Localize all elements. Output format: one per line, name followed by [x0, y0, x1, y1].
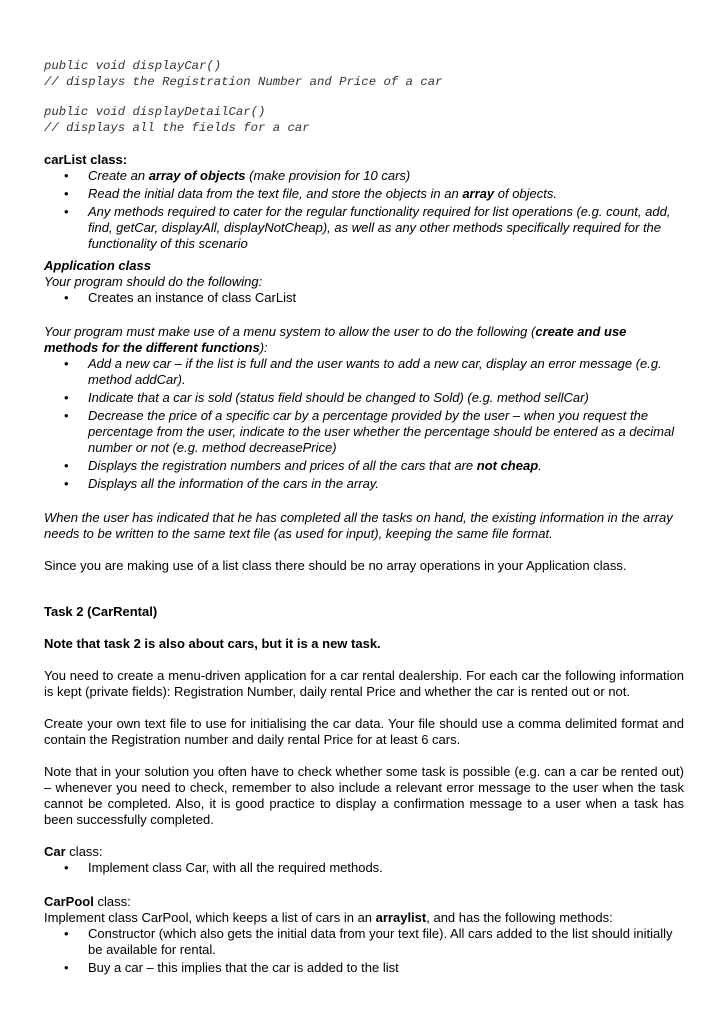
car-class-heading: Car class:: [44, 844, 103, 859]
list-item: • Creates an instance of class CarList: [44, 290, 684, 306]
list-item: • Buy a car – this implies that the car is added to the list: [44, 960, 684, 976]
carpool-intro: Implement class CarPool, which keeps a list of cars in an arraylist, and has the following methods:: [44, 910, 613, 925]
task2-paragraph-1: You need to create a menu-driven application for a car rental dealership. For each car the following information is kept (private fields): Registration Number, daily rental Price and whether the car is rented out or not.: [44, 668, 684, 699]
code-comment: // displays all the fields for a car: [44, 121, 310, 135]
list-item: • Indicate that a car is sold (status field should be changed to Sold) (e.g. method sellCar): [44, 390, 684, 406]
application-heading: Application class: [44, 258, 151, 273]
list-item: • Any methods required to cater for the regular functionality required for list operations (e.g. count, add, find, getCar, displayAll, displayNotCheap), as well as any other methods specifically required for the functionality of this scenario: [44, 204, 684, 252]
task2-paragraph-3: Note that in your solution you often have to check whether some task is possible (e.g. can a car be rented out) – whenever you need to check, remember to also include a relevant error message to the user when the task cannot be completed. Also, it is good practice to display a confirmation message to a user when a task has been successfully completed.: [44, 764, 684, 827]
list-item: • Add a new car – if the list is full and the user wants to add a new car, display an error message (e.g. method addCar).: [44, 356, 684, 388]
code-comment: // displays the Registration Number and Price of a car: [44, 75, 443, 89]
list-item: • Create an array of objects (make provision for 10 cars): [44, 168, 684, 184]
carpool-list: [44, 926, 684, 976]
code-display-detail-car: [44, 104, 684, 136]
list-item: • Decrease the price of a specific car by a percentage provided by the user – when you request the percentage from the user, indicate to the user whether the percentage should be entered as a decimal number or not (e.g. method decreasePrice): [44, 408, 684, 456]
task2-note: Note that task 2 is also about cars, but it is a new task.: [44, 636, 381, 651]
document-page: [44, 58, 684, 978]
task2-heading: Task 2 (CarRental): [44, 604, 158, 619]
list-item: • Displays the registration numbers and prices of all the cars that are not cheap.: [44, 458, 684, 474]
list-class-note: Since you are making use of a list class there should be no array operations in your Application class.: [44, 558, 627, 573]
application-list: [44, 290, 684, 306]
code-signature: public void displayDetailCar(): [44, 105, 266, 119]
list-item: • Implement class Car, with all the required methods.: [44, 860, 684, 876]
carlist-heading: carList class:: [44, 152, 128, 167]
code-display-car: [44, 58, 684, 90]
task2-paragraph-2: Create your own text file to use for initialising the car data. Your file should use a comma delimited format and contain the Registration number and daily rental Price for at least 6 cars.: [44, 716, 684, 747]
carpool-class-heading: CarPool class:: [44, 894, 131, 909]
carlist-list: [44, 168, 684, 252]
application-intro: Your program should do the following:: [44, 274, 263, 289]
car-class-list: [44, 860, 684, 876]
menu-intro: Your program must make use of a menu system to allow the user to do the following (create and use methods for the different functions):: [44, 324, 627, 355]
code-signature: public void displayCar(): [44, 59, 222, 73]
menu-list: [44, 356, 684, 492]
list-item: • Constructor (which also gets the initial data from your text file). All cars added to the list should initially be available for rental.: [44, 926, 684, 958]
closing-paragraph: When the user has indicated that he has completed all the tasks on hand, the existing information in the array needs to be written to the same text file (as used for input), keeping the same file format.: [44, 510, 673, 541]
list-item: • Read the initial data from the text file, and store the objects in an array of objects.: [44, 186, 684, 202]
list-item: • Displays all the information of the cars in the array.: [44, 476, 684, 492]
